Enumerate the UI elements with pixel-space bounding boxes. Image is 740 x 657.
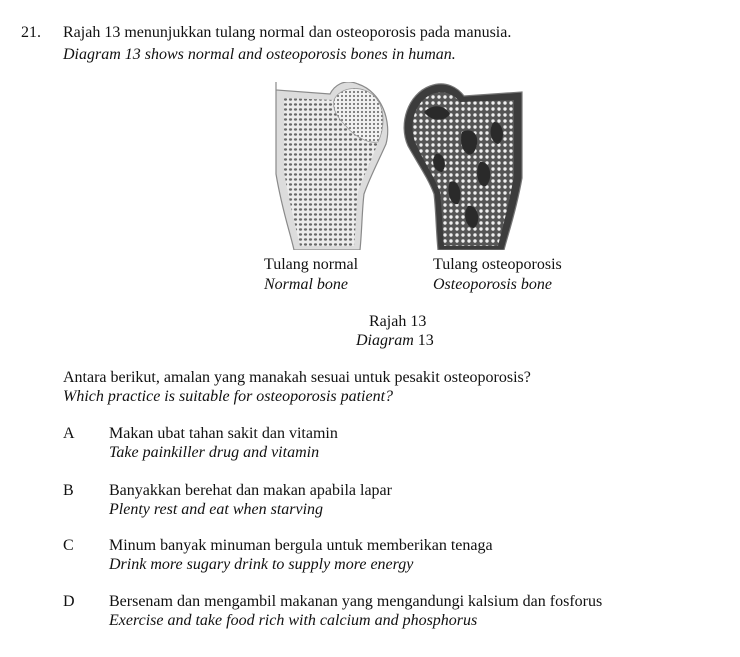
question-text-en: Diagram 13 shows normal and osteoporosis bones in human. [63,46,456,63]
option-text-ms: Minum banyak minuman bergula untuk memberikan tenaga [109,537,493,554]
osteoporosis-bone-label-ms: Tulang osteoporosis [433,256,562,273]
option-letter: C [63,537,74,554]
diagram-caption-number: 13 [417,332,434,349]
diagram-caption-word: Diagram [356,332,414,349]
option-text-ms: Banyakkan berehat dan makan apabila lapar [109,482,392,499]
option-text-en: Plenty rest and eat when starving [109,501,324,518]
osteoporosis-bone-image [404,84,522,250]
option-letter: B [63,482,74,499]
bone-diagram [268,82,530,250]
diagram-caption-ms: Rajah 13 [369,313,427,330]
option-text-en: Take painkiller drug and vitamin [109,444,320,461]
prompt-text-en: Which practice is suitable for osteoporosis patient? [63,388,394,405]
prompt-text-ms: Antara berikut, amalan yang manakah sesuai untuk pesakit osteoporosis? [63,369,531,386]
option-letter: D [63,593,75,610]
option-letter: A [63,425,75,442]
option-text-ms: Bersenam dan mengambil makanan yang mengandungi kalsium dan fosforus [109,593,603,610]
option-text-en: Exercise and take food rich with calcium and phosphorus [109,612,478,629]
question-text-ms: Rajah 13 menunjukkan tulang normal dan osteoporosis pada manusia. [63,24,512,41]
osteoporosis-bone-label-en: Osteoporosis bone [433,276,552,293]
normal-bone-label-ms: Tulang normal [264,256,359,273]
normal-bone-image [276,82,388,250]
option-text-en: Drink more sugary drink to supply more energy [109,556,414,573]
question-number: 21. [21,24,41,41]
diagram-caption-en [356,332,434,350]
normal-bone-label-en: Normal bone [264,276,348,293]
option-text-ms: Makan ubat tahan sakit dan vitamin [109,425,338,442]
